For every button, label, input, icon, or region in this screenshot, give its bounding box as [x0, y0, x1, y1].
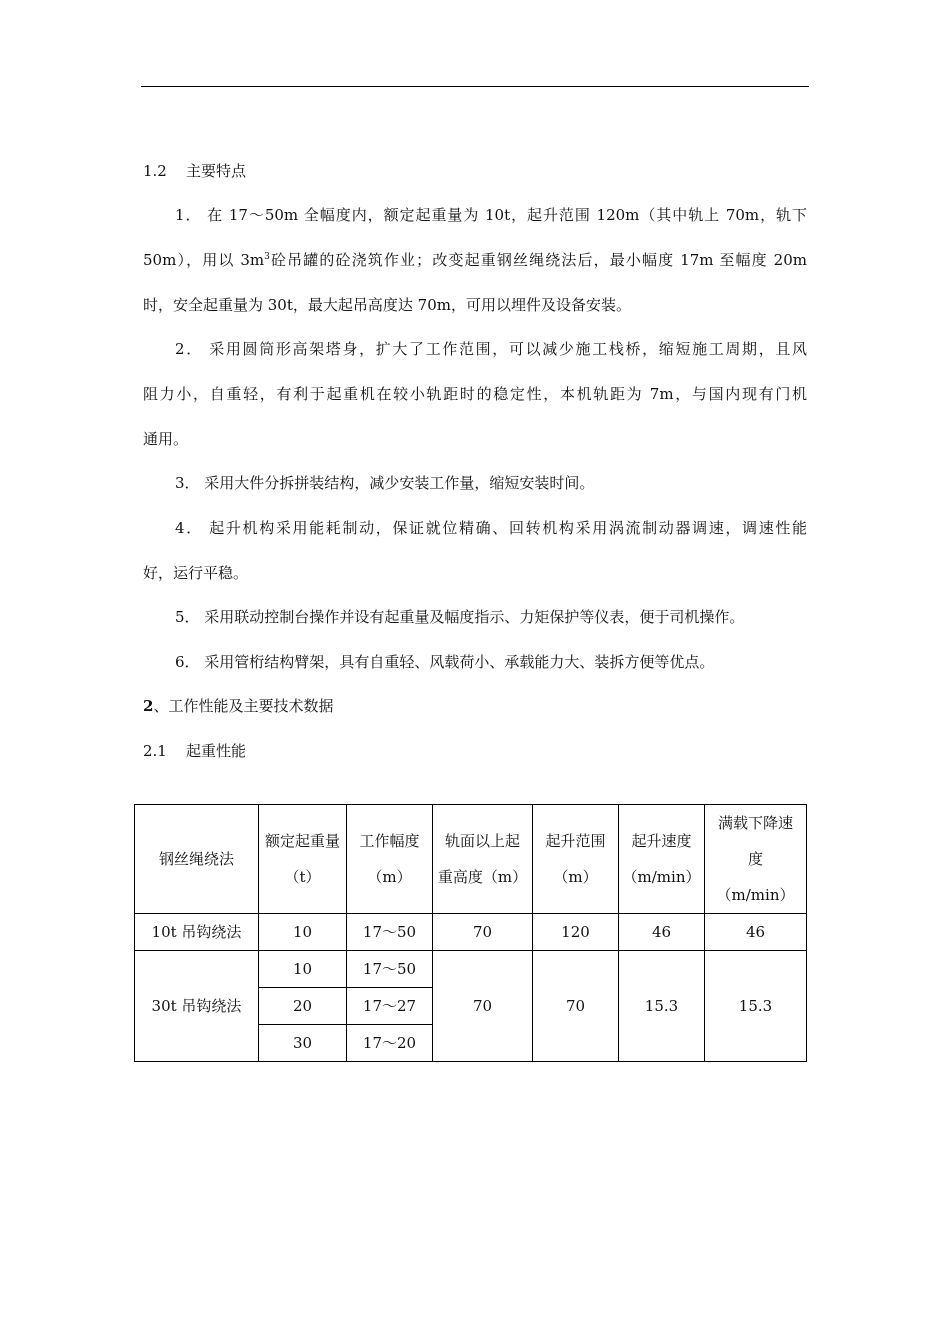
row-30t-height: 70: [433, 951, 533, 1062]
paragraph-1-line-3: 时，安全起重量为 30t，最大起吊高度达 70m，可用以埋件及设备安装。: [143, 296, 631, 314]
row-10t-lower-speed: 46: [705, 914, 807, 951]
paragraph-5: 5． 采用联动控制台操作并设有起重量及幅度指示、力矩保护等仪表，便于司机操作。: [175, 608, 745, 626]
paragraph-2-line-1: 2． 采用圆筒形高架塔身，扩大了工作范围，可以减少施工栈桥，缩短施工周期，且风: [175, 340, 807, 358]
row-10t-load: 10: [259, 914, 347, 951]
table-header-row: [135, 805, 807, 914]
row-30t-load-2: 20: [259, 988, 347, 1025]
row-10t-lift-range: 120: [533, 914, 619, 951]
row-30t-method: 30t 吊钩绕法: [135, 951, 259, 1062]
paragraph-1-line-1: 1． 在 17～50m 全幅度内，额定起重量为 10t，起升范围 120m（其中轨上 70m，轨下: [175, 206, 807, 224]
paragraph-1-line-2: 50m），用以 $3m^3$砼吊罐的砼浇筑作业；改变起重钢丝绳绕法后，最小幅度 17m 至幅度 20m: [143, 251, 807, 269]
header-rule: [141, 86, 809, 87]
row-10t-height: 70: [433, 914, 533, 951]
header-lift-speed: 起升速度 （m/min）: [619, 805, 705, 914]
paragraph-6: 6． 采用管桁结构臂架，具有自重轻、风载荷小、承载能力大、装拆方便等优点。: [175, 653, 715, 671]
row-30t-radius-2: 17～27: [347, 988, 433, 1025]
header-lower-speed: 满载下降速 度 （m/min）: [705, 805, 807, 914]
paragraph-4-line-2: 好，运行平稳。: [143, 564, 249, 582]
header-rated-load: 额定起重量 （t）: [259, 805, 347, 914]
row-30t-lift-range: 70: [533, 951, 619, 1062]
row-30t-load-1: 10: [259, 951, 347, 988]
header-method: 钢丝绳绕法: [135, 805, 259, 914]
section-2-heading: 2、工作性能及主要技术数据: [143, 697, 334, 715]
row-30t-lift-speed: 15.3: [619, 951, 705, 1062]
row-30t-lower-speed: 15.3: [705, 951, 807, 1062]
header-lift-range: 起升范围 （m）: [533, 805, 619, 914]
section-2-1-heading: 2.1 起重性能: [143, 742, 246, 760]
row-30t-load-3: 30: [259, 1025, 347, 1062]
paragraph-3: 3． 采用大件分拆拼装结构，减少安装工作量，缩短安装时间。: [175, 474, 595, 492]
paragraph-2-line-2: 阻力小，自重轻，有利于起重机在较小轨距时的稳定性，本机轨距为 7m，与国内现有门机: [143, 385, 807, 403]
table-row: [135, 914, 807, 951]
paragraph-4-line-1: 4． 起升机构采用能耗制动，保证就位精确、回转机构采用涡流制动器调速，调速性能: [175, 519, 807, 537]
row-10t-radius: 17～50: [347, 914, 433, 951]
header-radius: 工作幅度 （m）: [347, 805, 433, 914]
row-10t-lift-speed: 46: [619, 914, 705, 951]
row-30t-radius-3: 17～20: [347, 1025, 433, 1062]
section-1-2-heading: 1.2 主要特点: [143, 162, 246, 180]
table-row: [135, 951, 807, 988]
paragraph-2-line-3: 通用。: [143, 430, 189, 448]
lifting-performance-table: [134, 804, 807, 1062]
header-height: 轨面以上起 重高度（m）: [433, 805, 533, 914]
row-30t-radius-1: 17～50: [347, 951, 433, 988]
row-10t-method: 10t 吊钩绕法: [135, 914, 259, 951]
